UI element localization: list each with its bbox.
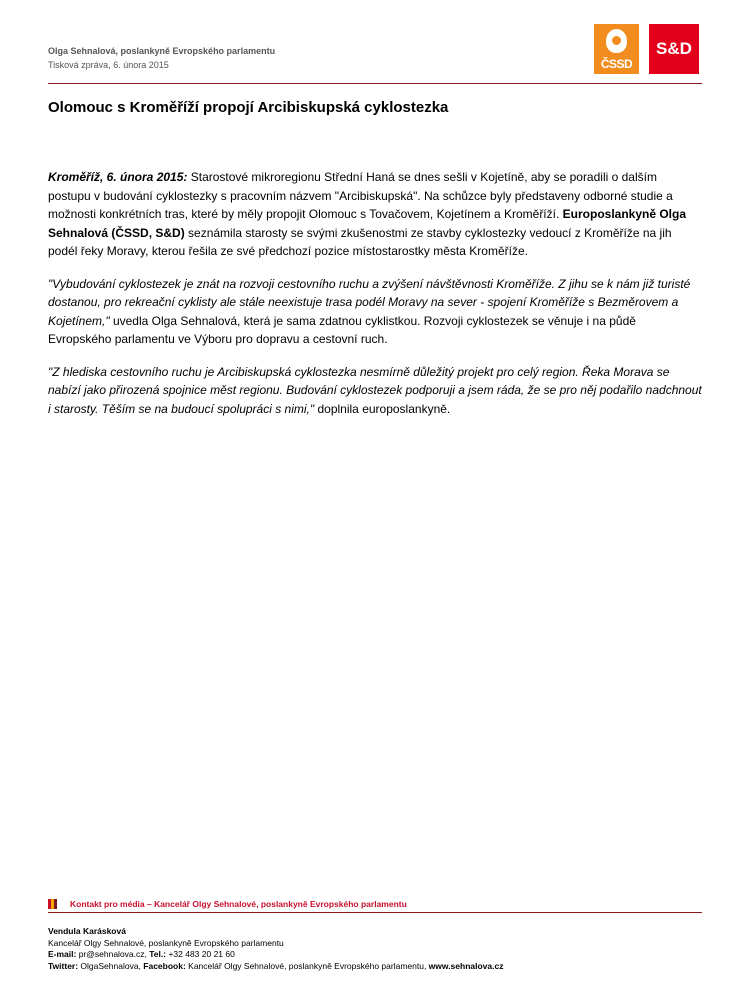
paragraph-1-bold: Europoslankyně Olga Sehnalová (ČSSD, S&D) bbox=[48, 207, 687, 240]
rose-icon bbox=[606, 29, 627, 53]
flag-icon bbox=[48, 899, 57, 909]
footer-divider bbox=[48, 912, 702, 913]
email-value: pr@sehnalova.cz, bbox=[76, 949, 150, 959]
phone-value: +32 483 20 21 60 bbox=[166, 949, 235, 959]
cssd-logo bbox=[594, 24, 639, 74]
paragraph-1 bbox=[48, 168, 702, 261]
paragraph-2 bbox=[48, 275, 702, 349]
twitter-label: Twitter: bbox=[48, 960, 79, 971]
article-body bbox=[48, 168, 702, 432]
paragraph-2-text: uvedla Olga Sehnalová, která je sama zdatnou cyklistkou. Rozvoji cyklostezek se věnuje i na půdě Evropského parlamentu ve Výboru pro dopravu a cestovní ruch. bbox=[48, 313, 636, 346]
facebook-value: Kancelář Olgy Sehnalové, poslankyně Evropského parlamentu, bbox=[185, 960, 429, 971]
author-line: Olga Sehnalová, poslankyně Evropského parlamentu bbox=[48, 46, 276, 56]
twitter-value: OlgaSehnalova, bbox=[78, 960, 144, 971]
press-release-date: Tisková zpráva, 6. února 2015 bbox=[48, 60, 169, 70]
document-header bbox=[48, 44, 275, 72]
header-divider bbox=[48, 83, 702, 84]
paragraph-3 bbox=[48, 363, 702, 419]
website-link: www.sehnalova.cz bbox=[428, 960, 504, 971]
contact-social bbox=[48, 961, 503, 973]
footer-info bbox=[48, 926, 503, 972]
paragraph-1-text-a: Starostové mikroregionu Střední Haná se dnes sešli v Kojetíně, aby se poradili o dalším postupu v budování cyklostezky s pracovním názvem "Arcibiskupská". Na schůzce byly představeny odborné studie a možnosti konkrétních tras, které by měly propojit Olomouc s Tovačovem, Kojetínem a Kroměříží. bbox=[48, 170, 673, 221]
contact-name: Vendula Karásková bbox=[48, 926, 126, 936]
paragraph-1-text-b: seznámila starosty se svými zkušenostmi ze stavby cyklostezky vedoucí z Kroměříže na jih podél řeky Moravy, kterou řešila ze své předchozí pozice místostarostky města Kroměříže. bbox=[48, 225, 672, 258]
media-contact-heading: Kontakt pro média – Kancelář Olgy Sehnalové, poslankyně Evropského parlamentu bbox=[70, 899, 407, 909]
paragraph-3-text: doplnila europoslankyně. bbox=[314, 401, 451, 416]
email-label: E-mail: bbox=[48, 949, 77, 959]
page-title: Olomouc s Kroměříží propojí Arcibiskupská cyklostezka bbox=[48, 99, 449, 116]
paragraph-2-quote: "Vybudování cyklostezek je znát na rozvoji cestovního ruchu a zvýšení návštěvnosti Kroměříže. Z jihu se k nám již turisté dostanou, pro rekreační cyklisty ale stále neexistuje trasa podél Moravy na sever - spojení Kroměříže s Bezměrovem a Kojetínem," bbox=[48, 276, 691, 328]
sd-logo: S&D bbox=[649, 24, 699, 74]
footer-contact-bar bbox=[48, 897, 702, 911]
dateline: Kroměříž, 6. února 2015: bbox=[48, 170, 188, 184]
phone-label: Tel.: bbox=[149, 949, 167, 959]
cssd-logo-text: ČSSD bbox=[600, 57, 633, 71]
facebook-label: Facebook: bbox=[143, 960, 186, 971]
contact-office: Kancelář Olgy Sehnalové, poslankyně Evropského parlamentu bbox=[48, 937, 284, 948]
contact-email-phone bbox=[48, 949, 503, 961]
paragraph-3-quote: "Z hlediska cestovního ruchu je Arcibiskupská cyklostezka nesmírně důležitý projekt pro celý region. Řeka Morava se nabízí jako přirozená spojnice měst regionu. Budování cyklostezek podporuji a jsem ráda, že se pro něj podařilo nadchnout i starosty. Těším se na budoucí spolupráci s nimi," bbox=[48, 364, 702, 416]
